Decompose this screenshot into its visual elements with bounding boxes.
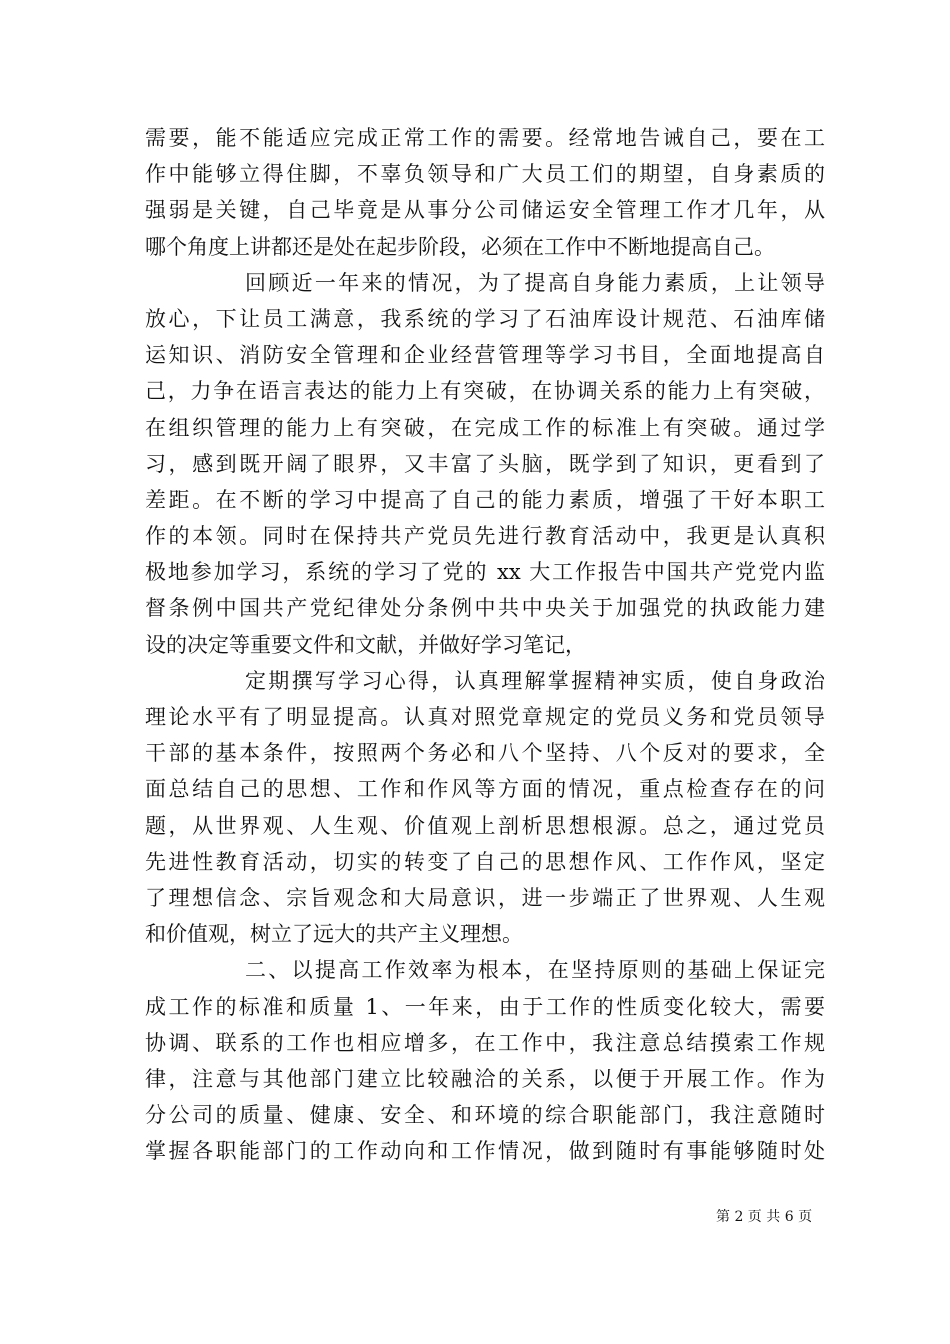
text-line: 回顾近一年来的情况，为了提高自身能力素质，上让领导: [245, 270, 825, 295]
document-body: [145, 120, 825, 1169]
text-line: 设的决定等重要文件和文献，并做好学习笔记，: [145, 632, 586, 657]
text-line: 定期撰写学习心得，认真理解掌握精神实质，使自身政治: [245, 668, 825, 693]
text-line: 作的本领。同时在保持共产党员先进行教育活动中，我更是认真积: [145, 524, 825, 549]
text-line: 强弱是关键，自己毕竟是从事分公司储运安全管理工作才几年，从: [145, 198, 825, 223]
text-line: 二、以提高工作效率为根本，在坚持原则的基础上保证完: [245, 958, 825, 983]
text-line: 运知识、消防安全管理和企业经营管理等学习书目，全面地提高自: [145, 343, 825, 368]
text-line: 干部的基本条件，按照两个务必和八个坚持、八个反对的要求，全: [145, 741, 825, 766]
text-line: 分公司的质量、健康、安全、和环境的综合职能部门，我注意随时: [145, 1103, 825, 1128]
text-line: 差距。在不断的学习中提高了自己的能力素质，增强了干好本职工: [145, 487, 825, 512]
text-line: 哪个角度上讲都还是处在起步阶段，必须在工作中不断地提高自己。: [145, 234, 775, 259]
text-line: 掌握各职能部门的工作动向和工作情况，做到随时有事能够随时处: [145, 1139, 825, 1164]
text-line: 作中能够立得住脚，不辜负领导和广大员工们的期望，自身素质的: [145, 162, 825, 187]
text-line: 协调、联系的工作也相应增多，在工作中，我注意总结摸索工作规: [145, 1030, 825, 1055]
text-line: 督条例中国共产党纪律处分条例中共中央关于加强党的执政能力建: [145, 596, 825, 621]
text-line: 面总结自己的思想、工作和作风等方面的情况，重点检查存在的问: [145, 777, 825, 802]
text-line: 律，注意与其他部门建立比较融洽的关系，以便于开展工作。作为: [145, 1066, 825, 1091]
text-line: 了理想信念、宗旨观念和大局意识，进一步端正了世界观、人生观: [145, 885, 825, 910]
text-line: 和价值观，树立了远大的共产主义理想。: [145, 922, 523, 947]
text-line: 题，从世界观、人生观、价值观上剖析思想根源。总之，通过党员: [145, 813, 825, 838]
text-line: 成工作的标准和质量 1、一年来，由于工作的性质变化较大，需要: [145, 994, 825, 1019]
text-line: 极地参加学习，系统的学习了党的 xx 大工作报告中国共产党党内监: [145, 560, 825, 585]
page-number: 第 2 页 共 6 页: [716, 1209, 813, 1225]
text-line: 放心，下让员工满意，我系统的学习了石油库设计规范、石油库储: [145, 306, 825, 331]
text-line: 理论水平有了明显提高。认真对照党章规定的党员义务和党员领导: [145, 705, 825, 729]
text-line: 习，感到既开阔了眼界，又丰富了头脑，既学到了知识，更看到了: [145, 451, 825, 476]
text-line: 先进性教育活动，切实的转变了自己的思想作风、工作作风，坚定: [145, 849, 825, 874]
text-line: 己，力争在语言表达的能力上有突破，在协调关系的能力上有突破，: [145, 379, 825, 404]
text-line: 需要，能不能适应完成正常工作的需要。经常地告诫自己，要在工: [145, 126, 825, 150]
text-line: 在组织管理的能力上有突破，在完成工作的标准上有突破。通过学: [145, 415, 825, 440]
